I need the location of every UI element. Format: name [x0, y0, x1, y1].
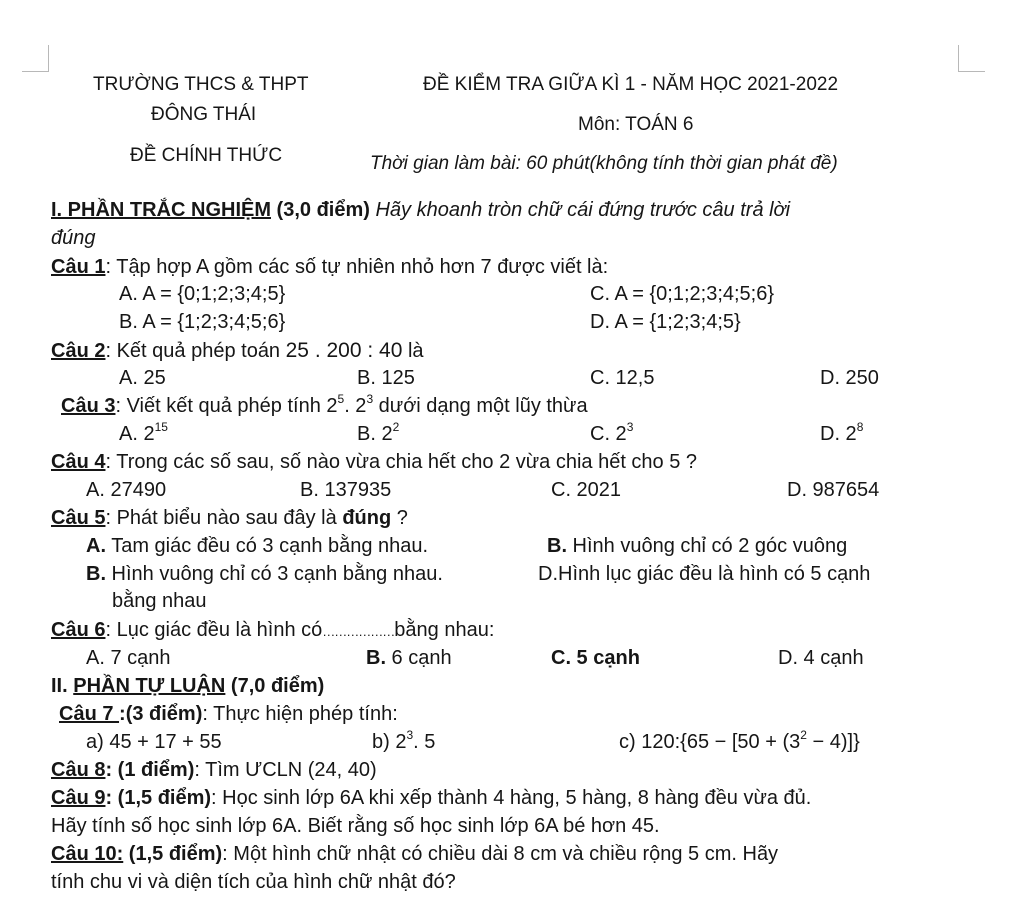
q7-part-c-exp: 2: [800, 728, 807, 742]
question-10-text: : Một hình chữ nhật có chiều dài 8 cm và chiều rộng 5 cm. Hãy: [222, 843, 779, 865]
q7-part-c: [619, 728, 860, 754]
q7-part-a: a) 45 + 17 + 55: [86, 731, 222, 753]
q3-option-a: [119, 420, 168, 446]
question-8-text: : Tìm ƯCLN (24, 40): [194, 759, 377, 781]
q6-option-c: C. 5 cạnh: [551, 647, 640, 669]
part1-instruction: Hãy khoanh tròn chữ cái đứng trước câu trả lời: [375, 199, 791, 221]
q7-part-c-base: c) 120:{65 − [50 + (3: [619, 731, 801, 753]
q7-part-b-base: b) 2: [372, 731, 407, 753]
q5-option-a-text: Tam giác đều có 3 cạnh bằng nhau.: [106, 535, 429, 557]
official-label: ĐỀ CHÍNH THỨC: [130, 145, 283, 166]
question-2-label: Câu 2: [51, 340, 106, 362]
q4-option-b: B. 137935: [300, 479, 392, 501]
q1-option-d: D. A = {1;2;3;4;5}: [590, 311, 741, 333]
subject-label: Môn: TOÁN 6: [578, 114, 694, 135]
q7-part-b-tail: . 5: [413, 731, 436, 753]
q2-option-c: C. 12,5: [590, 367, 655, 389]
question-1-text: : Tập hợp A gồm các số tự nhiên nhỏ hơn 7 được viết là:: [105, 256, 609, 278]
part1-instruction-cont: đúng: [51, 227, 96, 249]
q3-option-c: [590, 420, 634, 446]
question-5-label: Câu 5: [51, 507, 106, 529]
question-5-text: : Phát biểu nào sau đây là: [105, 507, 343, 529]
q3-option-c-exp: 3: [626, 420, 634, 434]
part2-heading: [51, 675, 324, 698]
q5-option-a: [86, 535, 428, 558]
question-5: [51, 507, 408, 530]
q3-option-b-base: B. 2: [357, 423, 393, 445]
question-10: [51, 843, 778, 866]
q2-option-a: A. 25: [119, 367, 166, 389]
question-2-expression: 25 . 200 : 40: [285, 339, 403, 362]
question-2-tail: là: [402, 340, 424, 362]
question-7-text: : Thực hiện phép tính:: [202, 703, 398, 725]
q4-option-a: A. 27490: [86, 479, 167, 501]
q3-option-a-exp: 15: [154, 420, 168, 434]
question-3-mid: . 2: [344, 395, 367, 417]
question-10-points: (1,5 điểm): [123, 843, 223, 865]
q6-option-d: D. 4 cạnh: [778, 647, 864, 669]
question-3: [61, 392, 588, 418]
school-name-line2: ĐÔNG THÁI: [151, 104, 257, 125]
question-8-label: Câu 8: [51, 759, 106, 781]
question-3-tail: dưới dạng một lũy thừa: [373, 395, 588, 417]
question-8: [51, 759, 377, 782]
q7-part-c-tail: − 4)]}: [806, 731, 860, 753]
question-4: [51, 451, 697, 474]
q4-option-d: D. 987654: [787, 479, 880, 501]
q5-option-a-letter: A.: [86, 535, 106, 557]
part2-title: PHẦN TỰ LUẬN: [73, 675, 226, 697]
question-9-text: : Học sinh lớp 6A khi xếp thành 4 hàng, 5 hàng, 8 hàng đều vừa đủ.: [211, 787, 812, 809]
question-7: [59, 703, 398, 726]
question-9-label: Câu 9: [51, 787, 106, 809]
question-9: [51, 787, 811, 810]
question-3-exp1: 5: [337, 392, 345, 406]
part1-heading: [51, 199, 790, 222]
q5-option-b: [547, 535, 847, 558]
question-6-blank: ………………: [322, 624, 395, 639]
question-1-label: Câu 1: [51, 256, 106, 278]
question-4-text: : Trong các số sau, số nào vừa chia hết cho 2 vừa chia hết cho 5 ?: [105, 451, 698, 473]
question-5-bold: đúng: [342, 507, 392, 529]
part1-points: (3,0 điểm): [271, 199, 376, 221]
question-3-label: Câu 3: [61, 395, 116, 417]
exam-title: ĐỀ KIỂM TRA GIỮA KÌ 1 - NĂM HỌC 2021-2022: [423, 74, 839, 95]
q3-option-d-base: D. 2: [820, 423, 857, 445]
q1-option-b: B. A = {1;2;3;4;5;6}: [119, 311, 286, 333]
q5-option-d-cont: bằng nhau: [112, 590, 207, 612]
q3-option-b: [357, 420, 400, 446]
q3-option-d: [820, 420, 864, 446]
q1-option-a: A. A = {0;1;2;3;4;5}: [119, 283, 286, 305]
q3-option-c-base: C. 2: [590, 423, 627, 445]
time-label: Thời gian làm bài: 60 phút(không tính thời gian phát đề): [370, 153, 838, 174]
question-10-label: Câu 10:: [51, 843, 124, 865]
part1-title: I. PHẦN TRẮC NGHIỆM: [51, 199, 271, 221]
question-10-line2: tính chu vi và diện tích của hình chữ nhật đó?: [51, 871, 456, 893]
question-9-line2: Hãy tính số học sinh lớp 6A. Biết rằng số học sinh lớp 6A bé hơn 45.: [51, 815, 660, 837]
q5-option-c: [86, 563, 443, 586]
q5-option-d: D.Hình lục giác đều là hình có 5 cạnh: [538, 563, 871, 585]
q3-option-a-base: A. 2: [119, 423, 155, 445]
question-6: [51, 619, 494, 642]
question-3-base: 2: [326, 395, 338, 417]
question-2: [51, 339, 424, 363]
question-6-label: Câu 6: [51, 619, 106, 641]
q3-option-d-exp: 8: [856, 420, 864, 434]
question-8-points: : (1 điểm): [105, 759, 195, 781]
q7-part-b: [372, 728, 436, 754]
question-4-label: Câu 4: [51, 451, 106, 473]
question-7-points: :(3 điểm): [119, 703, 203, 725]
crop-mark-right: [958, 45, 985, 72]
q6-option-b: [366, 647, 452, 670]
question-5-tail: ?: [391, 507, 408, 529]
q2-option-d: D. 250: [820, 367, 879, 389]
question-3-text: : Viết kết quả phép tính: [115, 395, 327, 417]
q6-option-a: A. 7 cạnh: [86, 647, 171, 669]
q7-part-b-exp: 3: [406, 728, 414, 742]
question-9-points: : (1,5 điểm): [105, 787, 212, 809]
question-2-text: : Kết quả phép toán: [105, 340, 286, 362]
q5-option-c-letter: B.: [86, 563, 106, 585]
q6-option-b-letter: B.: [366, 647, 386, 669]
q3-option-b-exp: 2: [392, 420, 400, 434]
crop-mark-left: [22, 45, 49, 72]
q4-option-c: C. 2021: [551, 479, 622, 501]
question-6-tail: bằng nhau:: [394, 619, 495, 641]
question-3-exp2: 3: [366, 392, 374, 406]
q5-option-b-text: Hình vuông chỉ có 2 góc vuông: [567, 535, 848, 557]
part2-points: (7,0 điểm): [225, 675, 325, 697]
school-name-line1: TRƯỜNG THCS & THPT: [93, 74, 309, 95]
question-7-label: Câu 7: [59, 703, 120, 725]
question-6-text: : Lục giác đều là hình có: [105, 619, 323, 641]
q1-option-c: C. A = {0;1;2;3;4;5;6}: [590, 283, 775, 305]
q2-option-b: B. 125: [357, 367, 415, 389]
question-1: [51, 256, 608, 279]
part2-title-prefix: II.: [51, 675, 74, 697]
q6-option-b-text: 6 cạnh: [386, 647, 452, 669]
q5-option-c-text: Hình vuông chỉ có 3 cạnh bằng nhau.: [106, 563, 443, 585]
q5-option-b-letter: B.: [547, 535, 567, 557]
